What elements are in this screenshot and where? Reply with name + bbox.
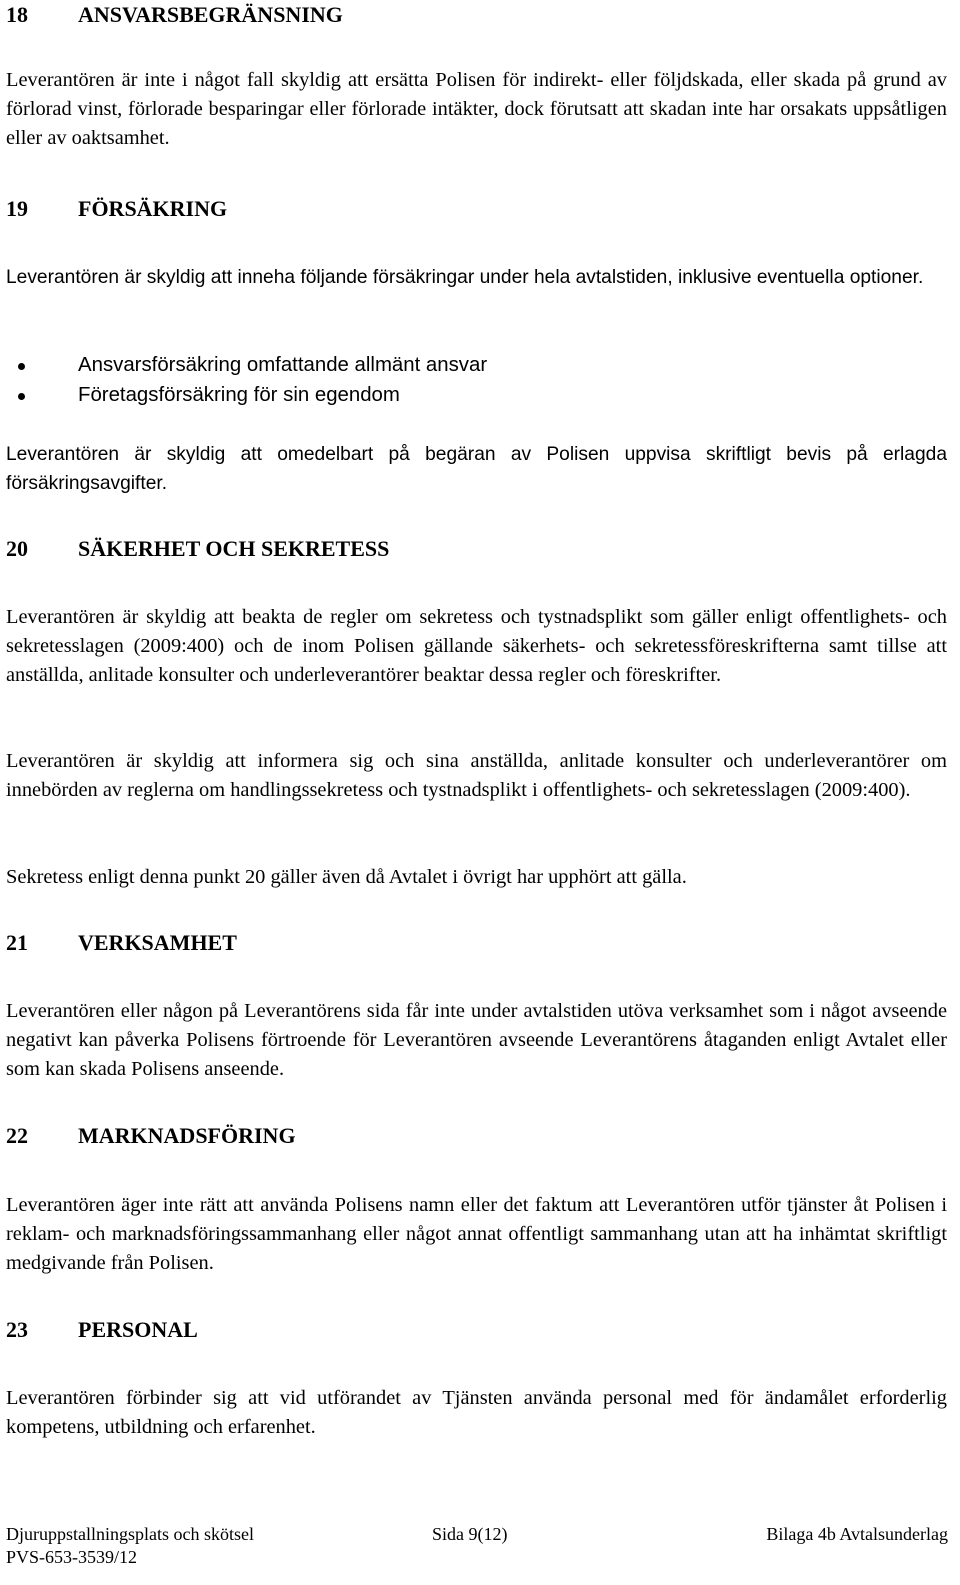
section-number: 20 — [6, 536, 28, 561]
section-19-outro: Leverantören är skyldig att omedelbart på begäran av Polisen uppvisa skriftligt bevis på erlagda försäkringsavgifter. — [6, 444, 947, 494]
footer-left: Djuruppstallningsplats och skötsel — [6, 1524, 254, 1544]
footer-reference: PVS-653-3539/12 — [6, 1547, 138, 1567]
list-item-text: Ansvarsförsäkring omfattande allmänt ansvar — [78, 354, 488, 376]
section-21-heading — [6, 929, 506, 957]
section-20-paragraph-3: Sekretess enligt denna punkt 20 gäller även då Avtalet i övrigt har upphört att gälla. — [6, 866, 687, 888]
list-item — [18, 351, 718, 380]
section-title: PERSONAL — [78, 1317, 198, 1342]
section-number: 22 — [6, 1123, 28, 1148]
section-20-heading — [6, 535, 506, 563]
section-number: 23 — [6, 1317, 28, 1342]
bullet-icon — [18, 363, 25, 370]
section-title: FÖRSÄKRING — [78, 196, 228, 221]
list-item-text: Företagsförsäkring för sin egendom — [78, 384, 400, 406]
section-title: MARKNADSFÖRING — [78, 1123, 296, 1148]
footer-page-number: Sida 9(12) — [432, 1524, 508, 1544]
section-22-paragraph: Leverantören äger inte rätt att använda Polisens namn eller det faktum att Leverantören utför tjänster åt Polisen i reklam- och marknadsföringssammanhang eller något annat offentligt sammanhang utan att ha inhämtat skriftligt medgivande från Polisen. — [6, 1194, 947, 1274]
section-18-heading — [6, 1, 506, 29]
section-number: 19 — [6, 196, 28, 221]
section-title: ANSVARSBEGRÄNSNING — [78, 2, 343, 27]
section-19-heading — [6, 195, 506, 223]
section-23-heading — [6, 1316, 506, 1344]
section-19-intro: Leverantören är skyldig att inneha följande försäkringar under hela avtalstiden, inklusive eventuella optioner. — [6, 267, 924, 288]
section-22-heading — [6, 1122, 506, 1150]
section-title: SÄKERHET OCH SEKRETESS — [78, 536, 390, 561]
section-title: VERKSAMHET — [78, 930, 237, 955]
section-21-paragraph: Leverantören eller någon på Leverantörens sida får inte under avtalstiden utöva verksamhet som i något avseende negativt kan påverka Polisens förtroende för Leverantören avseende Leverantörens åtaganden enligt Avtalet eller som kan skada Polisens anseende. — [6, 1000, 947, 1080]
list-item — [18, 381, 718, 410]
section-number: 18 — [6, 2, 28, 27]
section-20-paragraph-1: Leverantören är skyldig att beakta de regler om sekretess och tystnadsplikt som gäller enligt offentlighets- och sekretesslagen (2009:400) och de inom Polisen gällande säkerhets- och sekretessföreskrifterna samt tillse att anställda, anlitade konsulter och underleverantörer beaktar dessa regler och föreskrifter. — [6, 606, 947, 686]
section-20-paragraph-2: Leverantören är skyldig att informera sig och sina anställda, anlitade konsulter och underleverantörer om innebörden av reglerna om handlingssekretess och tystnadsplikt i offentlighets- och sekretesslagen (2009:400). — [6, 750, 947, 801]
section-23-paragraph: Leverantören förbinder sig att vid utförandet av Tjänsten använda personal med för ändamålet erforderlig kompetens, utbildning och erfarenhet. — [6, 1387, 947, 1438]
footer-right: Bilaga 4b Avtalsunderlag — [766, 1524, 948, 1544]
section-number: 21 — [6, 930, 28, 955]
bullet-icon — [18, 393, 25, 400]
section-18-paragraph: Leverantören är inte i något fall skyldig att ersätta Polisen för indirekt- eller följdskada, eller skada på grund av förlorad vinst, förlorade besparingar eller förlorade intäkter, dock förutsatt att skadan inte har orsakats uppsåtligen eller av oaktsamhet. — [6, 69, 947, 149]
